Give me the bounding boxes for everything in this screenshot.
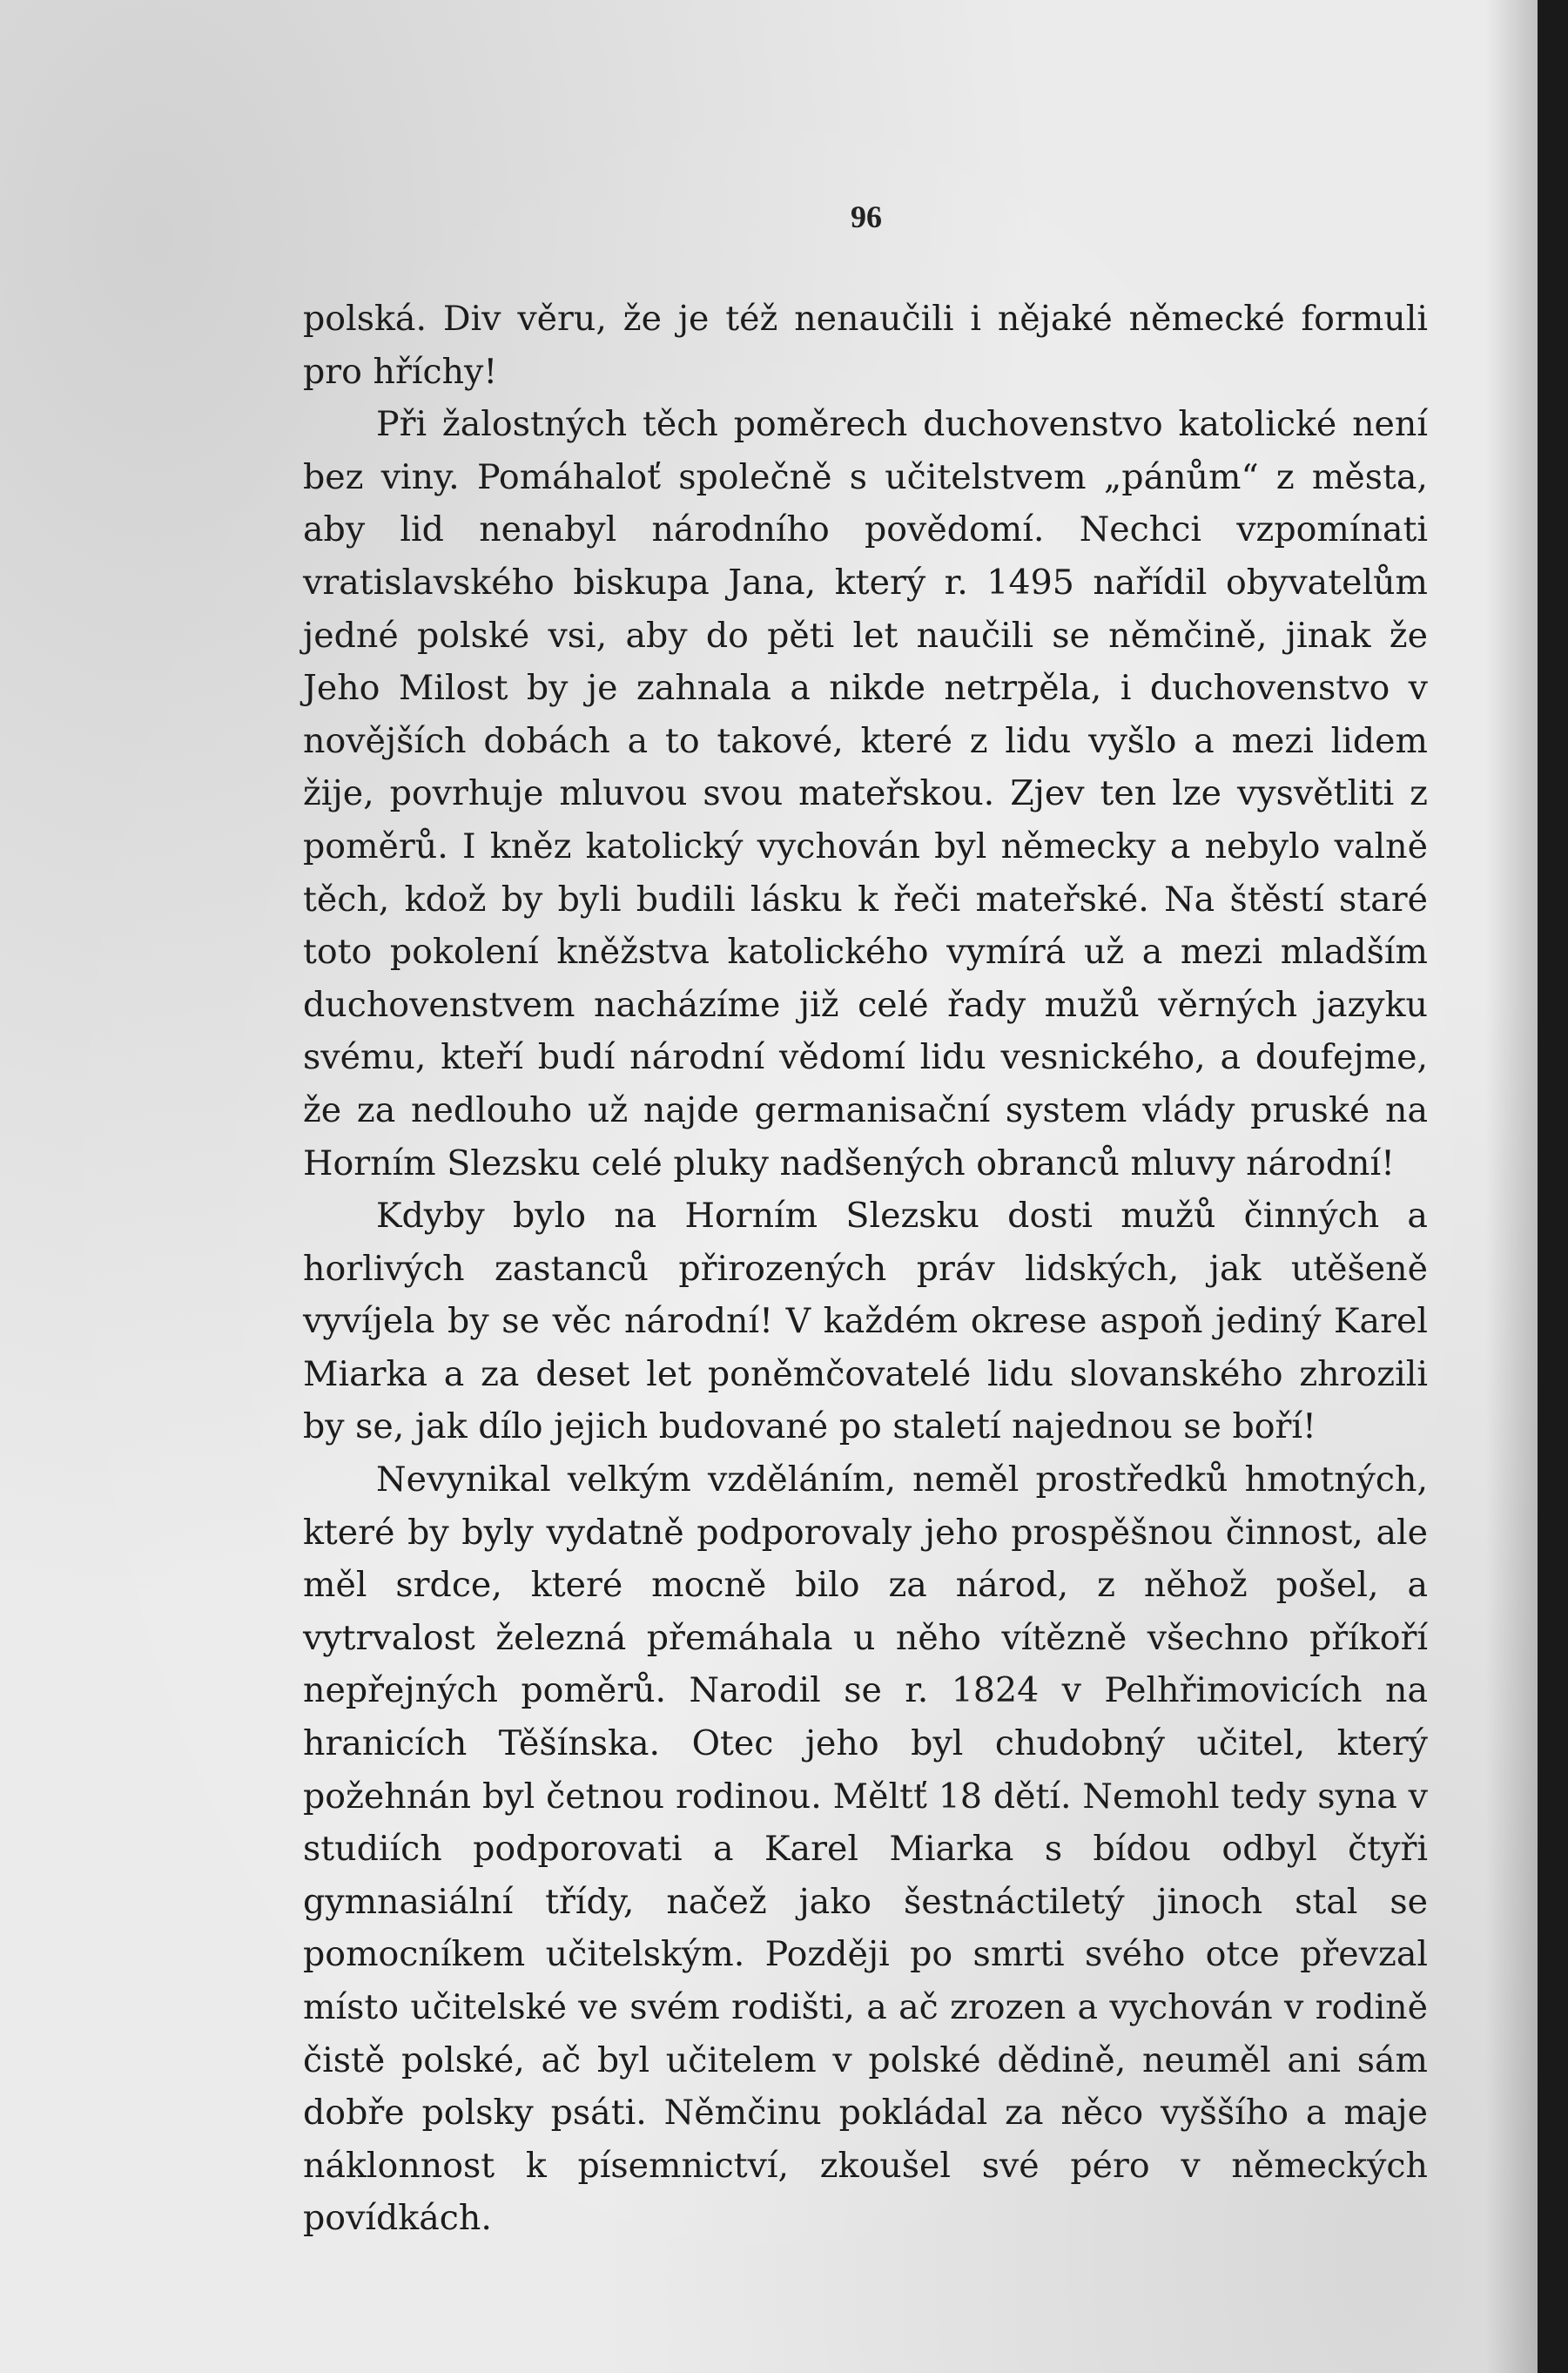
paragraph-2: Při žalostných těch poměrech duchovenstvo katolické není bez viny. Pomáhaloť společně s učitelstvem „pánům“ z města, aby lid nenabyl národního povědomí. Nechci vzpomínati vratislavského biskupa Jana, který r. 1495 nařídil obyvatelům jedné polské vsi, aby do pěti let naučili se němčině, jinak že Jeho Milost by je zahnala a nikde netrpěla, i duchovenstvo v novějších dobách a to takové, které z lidu vyšlo a mezi lidem žije, povrhuje mluvou svou mateřskou. Zjev ten lze vysvětliti z poměrů. I kněz katolický vychován byl německy a nebylo valně těch, kdož by byli budili lásku k řeči mateřské. Na štěstí staré toto pokolení kněžstva katolického vymírá už a mezi mladším duchovenstvem nacházíme již celé řady mužů věrných jazyku svému, kteří budí národní vědomí lidu vesnického, a doufejme, že za nedlouho už najde germanisační system vlády pruské na Horním Slezsku celé pluky nadšených obranců mluvy národní!: [303, 404, 1428, 1183]
paragraph-1: polská. Div věru, že je též nenaučili i nějaké německé formuli pro hříchy!: [303, 299, 1428, 392]
page-number: 96: [851, 199, 882, 234]
page-edge-shadow: [1485, 0, 1538, 2373]
body-text: [303, 293, 1428, 2245]
paragraph-4: Nevynikal velkým vzděláním, neměl prostředků hmotných, které by byly vydatně podporovaly jeho prospěšnou činnost, ale měl srdce, které mocně bilo za národ, z něhož pošel, a vytrvalost železná přemáhala u něho vítězně všechno příkoří nepřejných poměrů. Narodil se r. 1824 v Pelhřimovicích na hranicích Těšínska. Otec jeho byl chudobný učitel, který požehnán byl četnou rodinou. Měltť 18 dětí. Nemohl tedy syna v studiích podporovati a Karel Miarka s bídou odbyl čtyři gymnasiální třídy, načež jako šestnáctiletý jinoch stal se pomocníkem učitelským. Později po smrti svého otce převzal místo učitelské ve svém rodišti, a ač zrozen a vychován v rodině čistě polské, ač byl učitelem v polské dědině, neuměl ani sám dobře polsky psáti. Němčinu pokládal za něco vyššího a maje náklonnost k písemnictví, zkoušel své péro v německých povídkách.: [303, 1460, 1428, 2239]
paragraph-3: Kdyby bylo na Horním Slezsku dosti mužů činných a horlivých zastanců přirozených práv lidských, jak utěšeně vyvíjela by se věc národní! V každém okrese aspoň jediný Karel Miarka a za deset let poněmčovatelé lidu slovanského zhrozili by se, jak dílo jejich budované po staletí najednou se boří!: [303, 1196, 1428, 1447]
